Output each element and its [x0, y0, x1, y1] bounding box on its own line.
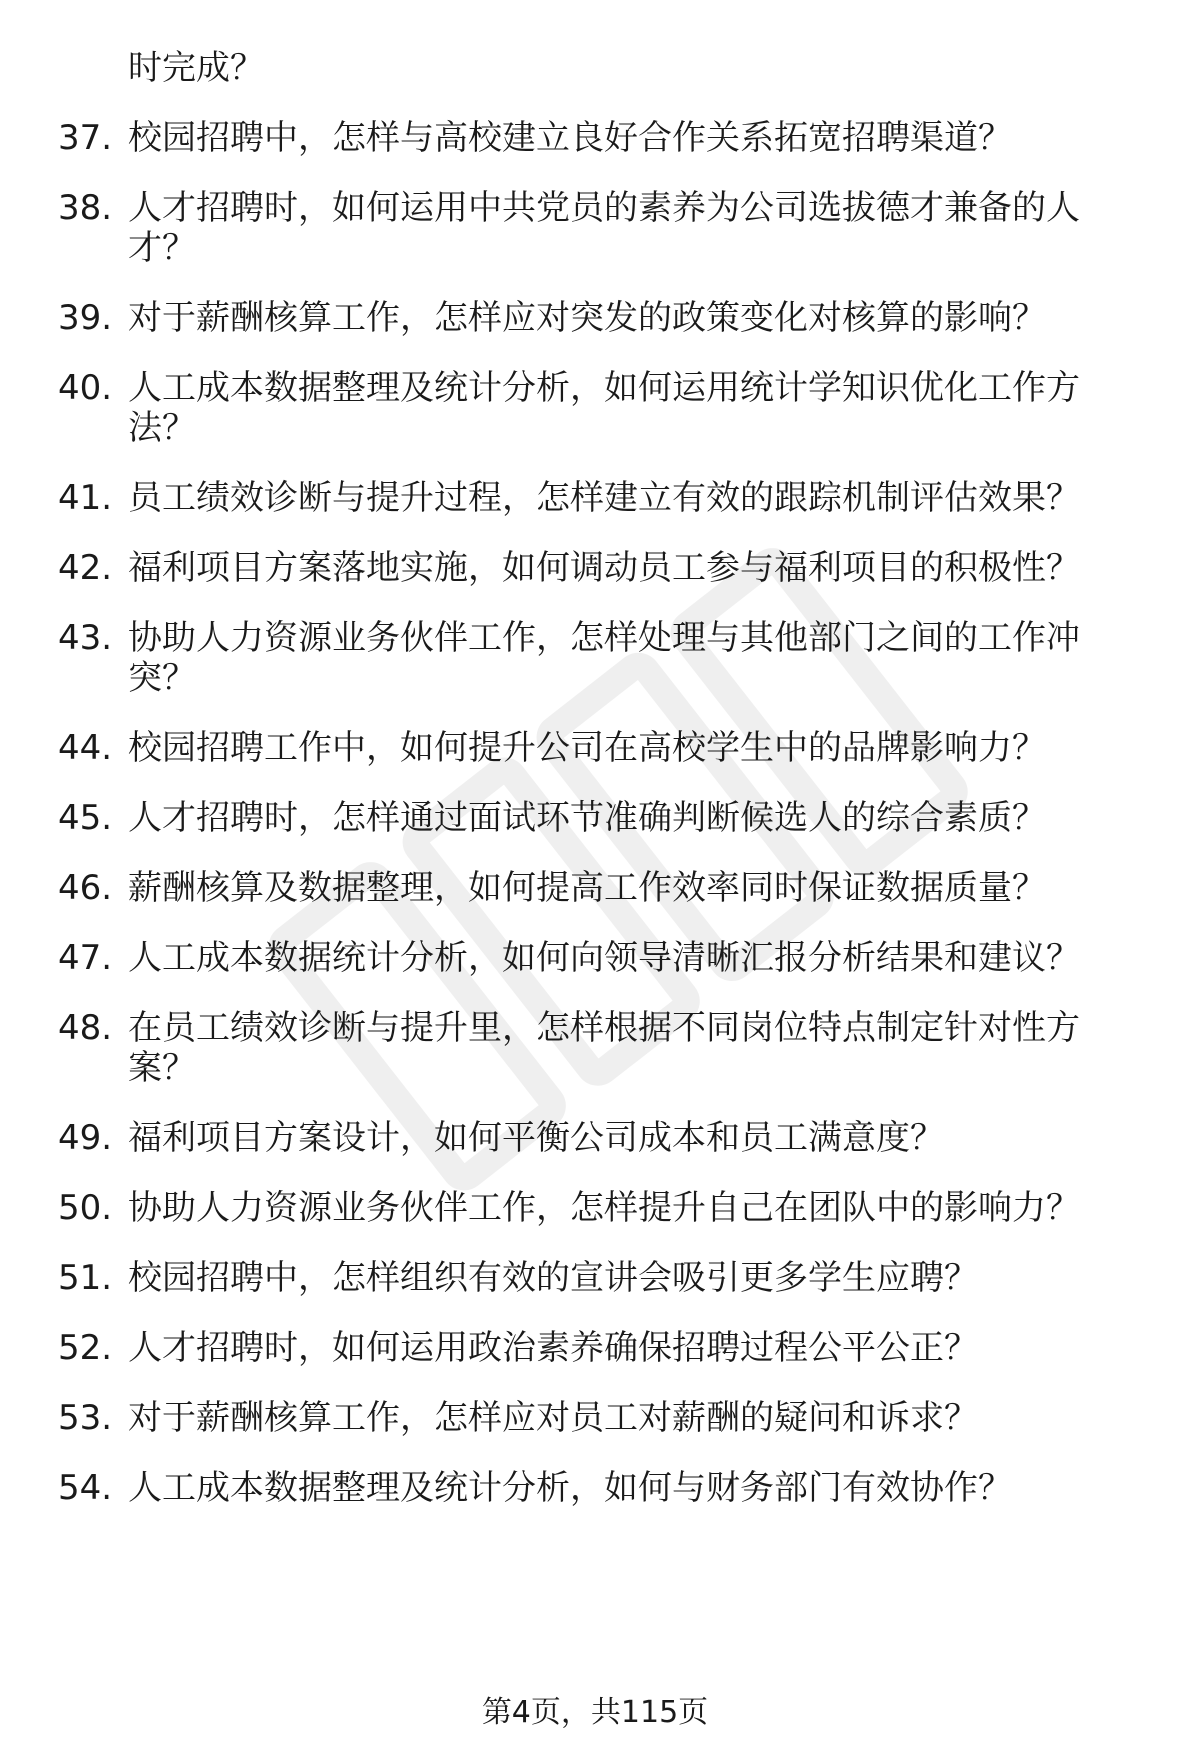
page-footer: 第4页，共115页 — [481, 1695, 709, 1730]
question-number: 43. — [58, 618, 113, 658]
question-text-line: 人才招聘时，如何运用中共党员的素养为公司选拔德才兼备的人 — [128, 188, 1080, 228]
question-item — [0, 478, 1190, 518]
question-number: 42. — [58, 548, 113, 588]
question-item — [0, 298, 1190, 338]
question-item — [0, 798, 1190, 838]
question-number: 47. — [58, 938, 113, 978]
question-text-line: 案？ — [128, 1048, 196, 1088]
question-text-line: 协助人力资源业务伙伴工作，怎样提升自己在团队中的影响力？ — [128, 1188, 1080, 1228]
question-number: 40. — [58, 368, 113, 408]
question-text-line: 福利项目方案设计，如何平衡公司成本和员工满意度？ — [128, 1118, 944, 1158]
question-number: 38. — [58, 188, 113, 228]
question-number: 44. — [58, 728, 113, 768]
question-text-line: 福利项目方案落地实施，如何调动员工参与福利项目的积极性？ — [128, 548, 1080, 588]
continuation-text: 时完成？ — [128, 48, 264, 88]
question-item — [0, 1328, 1190, 1368]
question-text-line: 人才招聘时，怎样通过面试环节准确判断候选人的综合素质？ — [128, 798, 1046, 838]
question-number: 46. — [58, 868, 113, 908]
question-text-line: 人才招聘时，如何运用政治素养确保招聘过程公平公正？ — [128, 1328, 978, 1368]
question-text-line: 人工成本数据整理及统计分析，如何与财务部门有效协作？ — [128, 1468, 1012, 1508]
question-item — [0, 938, 1190, 978]
question-number: 45. — [58, 798, 113, 838]
question-text-line: 协助人力资源业务伙伴工作，怎样处理与其他部门之间的工作冲 — [128, 618, 1080, 658]
question-text-line: 人工成本数据统计分析，如何向领导清晰汇报分析结果和建议？ — [128, 938, 1080, 978]
question-item — [0, 1258, 1190, 1298]
question-text-line: 才？ — [128, 228, 196, 268]
question-item — [0, 1398, 1190, 1438]
question-item — [0, 1118, 1190, 1158]
question-number: 41. — [58, 478, 113, 518]
question-text-line: 校园招聘中，怎样组织有效的宣讲会吸引更多学生应聘？ — [128, 1258, 978, 1298]
question-item — [0, 1008, 1190, 1088]
question-item — [0, 548, 1190, 588]
question-item — [0, 618, 1190, 698]
question-item — [0, 1468, 1190, 1508]
question-text-line: 法？ — [128, 408, 196, 448]
question-item — [0, 118, 1190, 158]
question-item — [0, 1188, 1190, 1228]
question-item — [0, 188, 1190, 268]
question-number: 50. — [58, 1188, 113, 1228]
question-number: 52. — [58, 1328, 113, 1368]
question-text-line: 对于薪酬核算工作，怎样应对员工对薪酬的疑问和诉求？ — [128, 1398, 978, 1438]
question-text-line: 员工绩效诊断与提升过程，怎样建立有效的跟踪机制评估效果？ — [128, 478, 1080, 518]
question-text-line: 在员工绩效诊断与提升里，怎样根据不同岗位特点制定针对性方 — [128, 1008, 1080, 1048]
question-text-line: 人工成本数据整理及统计分析，如何运用统计学知识优化工作方 — [128, 368, 1080, 408]
question-number: 53. — [58, 1398, 113, 1438]
question-number: 48. — [58, 1008, 113, 1048]
question-text-line: 对于薪酬核算工作，怎样应对突发的政策变化对核算的影响？ — [128, 298, 1046, 338]
question-item — [0, 368, 1190, 448]
question-number: 51. — [58, 1258, 113, 1298]
question-text-line: 薪酬核算及数据整理，如何提高工作效率同时保证数据质量？ — [128, 868, 1046, 908]
question-item — [0, 868, 1190, 908]
question-number: 39. — [58, 298, 113, 338]
question-text-line: 突？ — [128, 658, 196, 698]
question-text-line: 校园招聘工作中，如何提升公司在高校学生中的品牌影响力？ — [128, 728, 1046, 768]
question-number: 37. — [58, 118, 113, 158]
question-number: 49. — [58, 1118, 113, 1158]
question-number: 54. — [58, 1468, 113, 1508]
question-text-line: 校园招聘中，怎样与高校建立良好合作关系拓宽招聘渠道？ — [128, 118, 1012, 158]
question-item — [0, 728, 1190, 768]
